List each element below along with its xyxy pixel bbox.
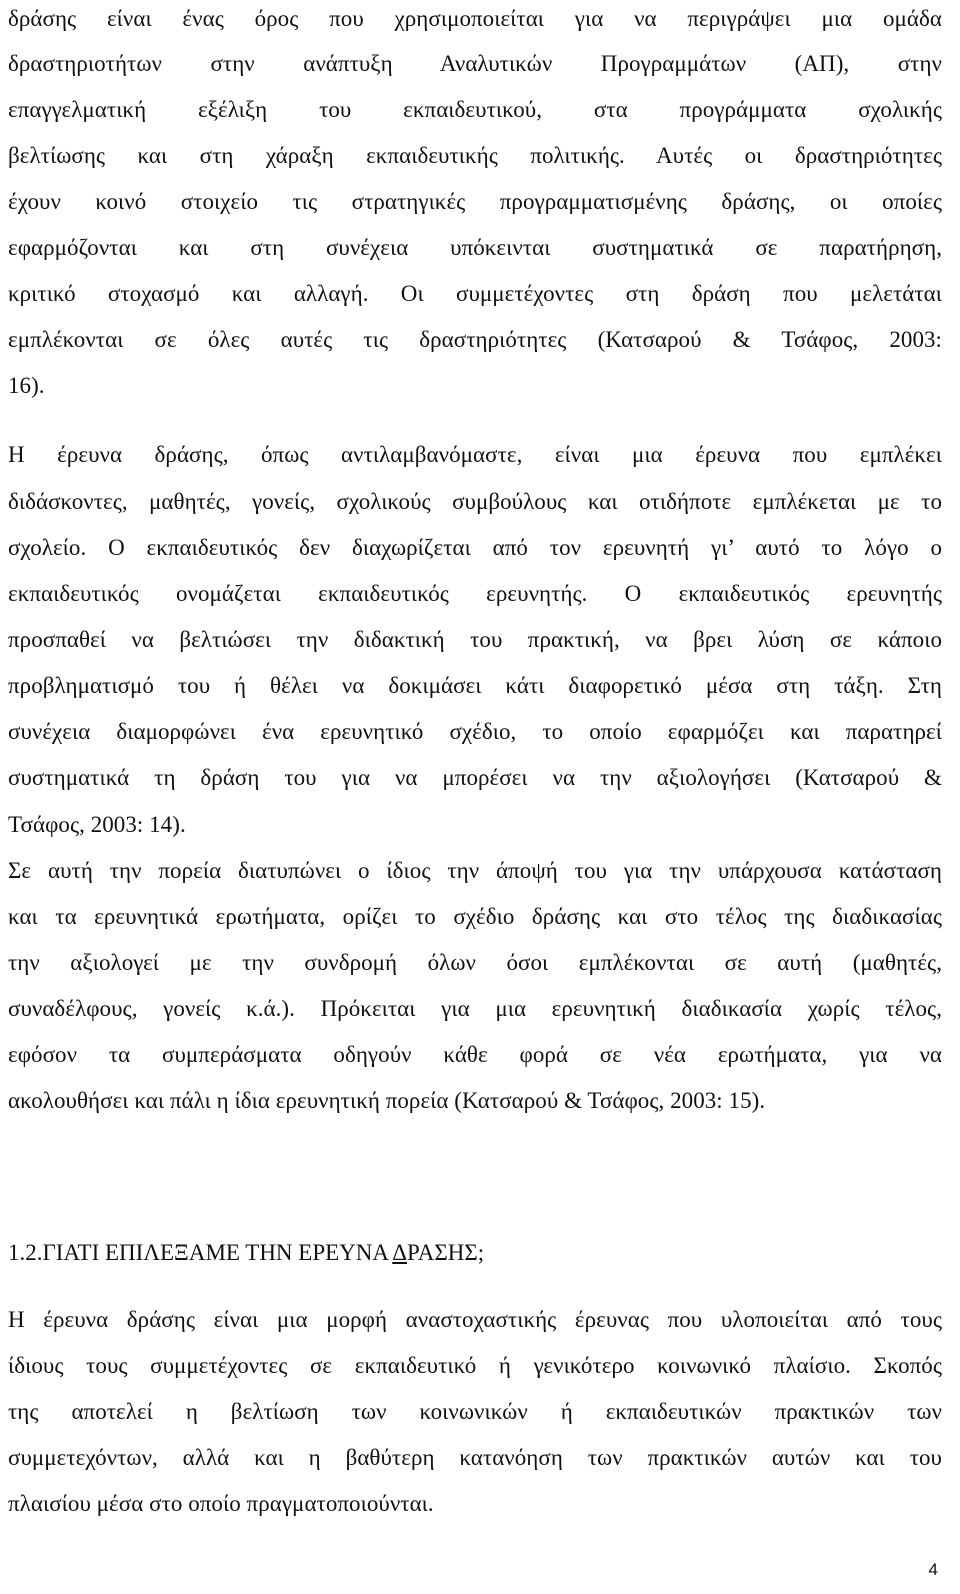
paragraph-1-line-9: 16). [8,373,45,398]
paragraph-2-line-5: προσπαθεί να βελτιώσει την διδακτική του πρακτική, να βρει λύση σε κάποιο [8,627,942,652]
paragraph-3-line-4: συναδέλφους, γονείς κ.ά.). Πρόκειται για μια ερευνητική διαδικασία χωρίς τέλος, [8,996,942,1021]
section-paragraph-line-2: ίδιους τους συμμετέχοντες σε εκπαιδευτικό ή γενικότερο κοινωνικό πλαίσιο. Σκοπός [8,1353,942,1378]
section-heading-underlined-letter: Δ [392,1240,408,1265]
paragraph-3-line-5: εφόσον τα συμπεράσματα οδηγούν κάθε φορά σε νέα ερωτήματα, για να [8,1042,942,1067]
section-paragraph-line-1: Η έρευνα δράσης είναι μια μορφή αναστοχαστικής έρευνας που υλοποιείται από τους [8,1307,942,1332]
section-paragraph-line-3: της αποτελεί η βελτίωση των κοινωνικών ή εκπαιδευτικών πρακτικών των [8,1399,942,1424]
paragraph-2-line-6: προβληματισμό του ή θέλει να δοκιμάσει κάτι διαφορετικό μέσα στη τάξη. Στη [8,673,942,698]
section-heading [8,1238,484,1268]
paragraph-2-line-4: εκπαιδευτικός ονομάζεται εκπαιδευτικός ερευνητής. Ο εκπαιδευτικός ερευνητής [8,581,942,606]
paragraph-1-line-4: βελτίωσης και στη χάραξη εκπαιδευτικής πολιτικής. Αυτές οι δραστηριότητες [8,143,942,168]
paragraph-2-line-9: Τσάφος, 2003: 14). [8,812,186,837]
paragraph-1-line-8: εμπλέκονται σε όλες αυτές τις δραστηριότητες (Κατσαρού & Τσάφος, 2003: [8,327,942,352]
paragraph-2-line-8: συστηματικά τη δράση του για να μπορέσει να την αξιολογήσει (Κατσαρού & [8,765,942,790]
paragraph-1-line-1: δράσης είναι ένας όρος που χρησιμοποιείται για να περιγράψει μια ομάδα [8,6,942,31]
section-heading-prefix: 1.2.ΓΙΑΤΙ ΕΠΙΛΕΞΑΜΕ ΤΗΝ ΕΡΕΥΝΑ [8,1240,393,1265]
paragraph-3-line-3: την αξιολογεί με την συνδρομή όλων όσοι εμπλέκονται σε αυτή (μαθητές, [8,950,942,975]
section-heading-suffix: ΡΑΣΗΣ; [407,1240,485,1265]
paragraph-1-line-2: δραστηριοτήτων στην ανάπτυξη Αναλυτικών Προγραμμάτων (ΑΠ), στην [8,51,942,76]
paragraph-1-line-7: κριτικό στοχασμό και αλλαγή. Οι συμμετέχοντες στη δράση που μελετάται [8,281,942,306]
paragraph-3-line-1: Σε αυτή την πορεία διατυπώνει ο ίδιος την άποψή του για την υπάρχουσα κατάσταση [8,858,942,883]
paragraph-2-line-2: διδάσκοντες, μαθητές, γονείς, σχολικούς συμβούλους και οτιδήποτε εμπλέκεται με το [8,489,942,514]
paragraph-2-line-3: σχολείο. Ο εκπαιδευτικός δεν διαχωρίζεται από τον ερευνητή γι’ αυτό το λόγο ο [8,535,942,560]
paragraph-3-line-6: ακολουθήσει και πάλι η ίδια ερευνητική πορεία (Κατσαρού & Τσάφος, 2003: 15). [8,1088,766,1113]
section-paragraph-line-4: συμμετεχόντων, αλλά και η βαθύτερη κατανόηση των πρακτικών αυτών και του [8,1445,942,1470]
paragraph-1-line-5: έχουν κοινό στοιχείο τις στρατηγικές προγραμματισμένης δράσης, οι οποίες [8,189,942,214]
paragraph-1-line-3: επαγγελματική εξέλιξη του εκπαιδευτικού, στα προγράμματα σχολικής [8,97,942,122]
paragraph-2-line-7: συνέχεια διαμορφώνει ένα ερευνητικό σχέδιο, το οποίο εφαρμόζει και παρατηρεί [8,719,942,744]
paragraph-1-line-6: εφαρμόζονται και στη συνέχεια υπόκεινται συστηματικά σε παρατήρηση, [8,235,942,260]
page-number: 4 [928,1560,938,1579]
paragraph-3-line-2: και τα ερευνητικά ερωτήματα, ορίζει το σχέδιο δράσης και στο τέλος της διαδικασίας [8,904,942,929]
paragraph-2-line-1: Η έρευνα δράσης, όπως αντιλαμβανόμαστε, είναι μια έρευνα που εμπλέκει [8,442,942,467]
section-paragraph-line-5: πλαισίου μέσα στο οποίο πραγματοποιούνται. [8,1491,434,1516]
